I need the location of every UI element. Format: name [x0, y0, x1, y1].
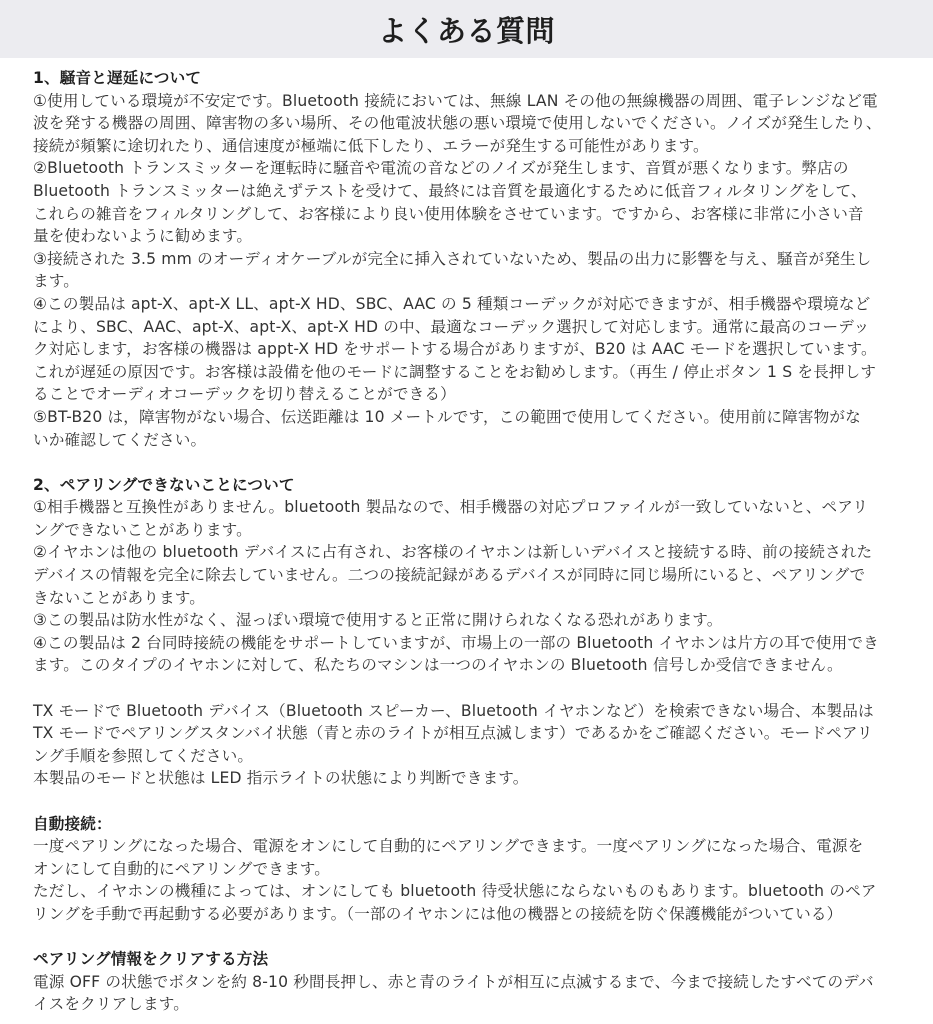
paragraph-line: ④この製品は 2 台同時接続の機能をサポートしていますが、市場上の一部の Bluetooth イヤホンは片方の耳で使用でき [33, 633, 879, 652]
paragraph-line: ただし、イヤホンの機種によっては、オンにしても bluetooth 待受状態にならないものもあります。bluetooth のペア [33, 882, 877, 901]
section-spacer [33, 926, 913, 949]
page-header [0, 0, 933, 58]
paragraph-line: ク対応します，お客様の機器は appt-X HD をサポートする場合がありますが、B20 は AAC モードを選択しています。 [33, 340, 877, 359]
section-spacer [33, 790, 913, 813]
paragraph-line: きないことがあります。 [33, 588, 205, 607]
paragraph-line: デバイスの情報を完全に除去していません。二つの接続記録があるデバイスが同時に同じ場所にいると、ペアリングで [33, 566, 866, 585]
paragraph-line: ①相手機器と互換性がありません。bluetooth 製品なので、相手機器の対応プロファイルが一致していないと、ペアリ [33, 498, 869, 517]
faq-section-auto-connect [33, 813, 913, 926]
paragraph-line: イスをクリアします。 [33, 995, 190, 1014]
paragraph-line: 波を発する機器の周囲、障害物の多い場所、その他電波状態の悪い環境で使用しないでください。ノイズが発生したり、 [33, 114, 882, 133]
paragraph-line: ③接続された 3.5 mm のオーディオケーブルが完全に挿入されていないため、製品の出力に影響を与え、騒音が発生し [33, 249, 872, 268]
paragraph-line: ます。このタイプのイヤホンに対して、私たちのマシンは一つのイヤホンの Bluetooth 信号しか受信できません。 [33, 656, 843, 675]
section-heading: ペアリング情報をクリアする方法 [33, 950, 269, 969]
section-heading: 2、ペアリングできないことについて [33, 475, 295, 494]
section-heading: 自動接続： [33, 814, 112, 833]
paragraph-line: ②Bluetooth トランスミッターを運転時に騒音や電流の音などのノイズが発生します、音質が悪くなります。弊店の [33, 159, 849, 178]
paragraph-line: 一度ペアリングになった場合、電源をオンにして自動的にペアリングできます。一度ペアリングになった場合、電源を [33, 837, 864, 856]
faq-content [0, 58, 913, 1016]
paragraph-line: TX モードで Bluetooth デバイス（Bluetooth スピーカー、Bluetooth イヤホンなど）を検索できない場合、本製品は [33, 701, 874, 720]
paragraph-line: ング手順を参照してください。 [33, 746, 254, 765]
paragraph-line: ④この製品は apt-X、apt-X LL、apt-X HD、SBC、AAC の 5 種類コーデックが対応できますが、相手機器や環境など [33, 294, 871, 313]
paragraph-line: リングを手動で再起動する必要があります。（一部のイヤホンには他の機器との接続を防ぐ保護機能がついている） [33, 904, 843, 923]
faq-section-clear-pairing [33, 948, 913, 1016]
section-heading: 1、騒音と遅延について [33, 69, 202, 87]
section-spacer [33, 451, 913, 474]
faq-section-tx-mode [33, 700, 913, 790]
paragraph-line: 電源 OFF の状態でボタンを約 8-10 秒間長押し、赤と青のライトが相互に点滅するまで、今まで接続したすべてのデバ [33, 972, 874, 991]
paragraph-line: いか確認してください。 [33, 430, 207, 449]
paragraph-line: ングできないことがあります。 [33, 520, 252, 539]
page-title: よくある質問 [377, 13, 555, 48]
paragraph-line: オンにして自動的にペアリングできます。 [33, 859, 330, 878]
paragraph-line: ②イヤホンは他の bluetooth デバイスに占有され、お客様のイヤホンは新しいデバイスと接続する時、前の接続された [33, 543, 873, 562]
paragraph-line: これらの雑音をフィルタリングして、お客様により良い使用体験をさせています。ですから、お客様に非常に小さい音 [33, 204, 864, 223]
faq-section-noise-latency [33, 67, 913, 451]
paragraph-line: ⑤BT-B20 は，障害物がない場合、伝送距離は 10 メートルです，この範囲で使用してください。使用前に障害物がな [33, 407, 861, 426]
paragraph-line: これが遅延の原因です。お客様は設備を他のモードに調整することをお勧めします。（再生 / 停止ボタン 1 S を長押しす [33, 362, 877, 381]
paragraph-line: により、SBC、AAC、apt-X、apt-X、apt-X HD の中、最適なコーデック選択して対応します。通常に最高のコーデッ [33, 317, 870, 336]
section-spacer [33, 677, 913, 700]
paragraph-line: ることでオーディオコーデックを切り替えることができる） [33, 385, 456, 404]
paragraph-line: Bluetooth トランスミッターは絶えずテストを受けて、最終には音質を最適化するために低音フィルタリングをして、 [33, 181, 867, 200]
paragraph-line: 接続が頻繁に途切れたり、通信速度が極端に低下したり、エラーが発生する可能性があります。 [33, 136, 709, 155]
paragraph-line: TX モードでペアリングスタンバイ状態（青と赤のライトが相互点滅します）であるかをご確認ください。モードペアリ [33, 724, 873, 743]
paragraph-line: 量を使わないように勧めます。 [33, 227, 253, 246]
paragraph-line: ①使用している環境が不安定です。Bluetooth 接続においては、無線 LAN その他の無線機器の周囲、電子レンジなど電 [33, 91, 878, 110]
paragraph-line: ます。 [33, 272, 79, 291]
paragraph-line: 本製品のモードと状態は LED 指示ライトの状態により判断できます。 [33, 769, 529, 788]
faq-section-pairing-failure [33, 474, 913, 677]
paragraph-line: ③この製品は防水性がなく、湿っぽい環境で使用すると正常に開けられなくなる恐れがあります。 [33, 611, 723, 630]
